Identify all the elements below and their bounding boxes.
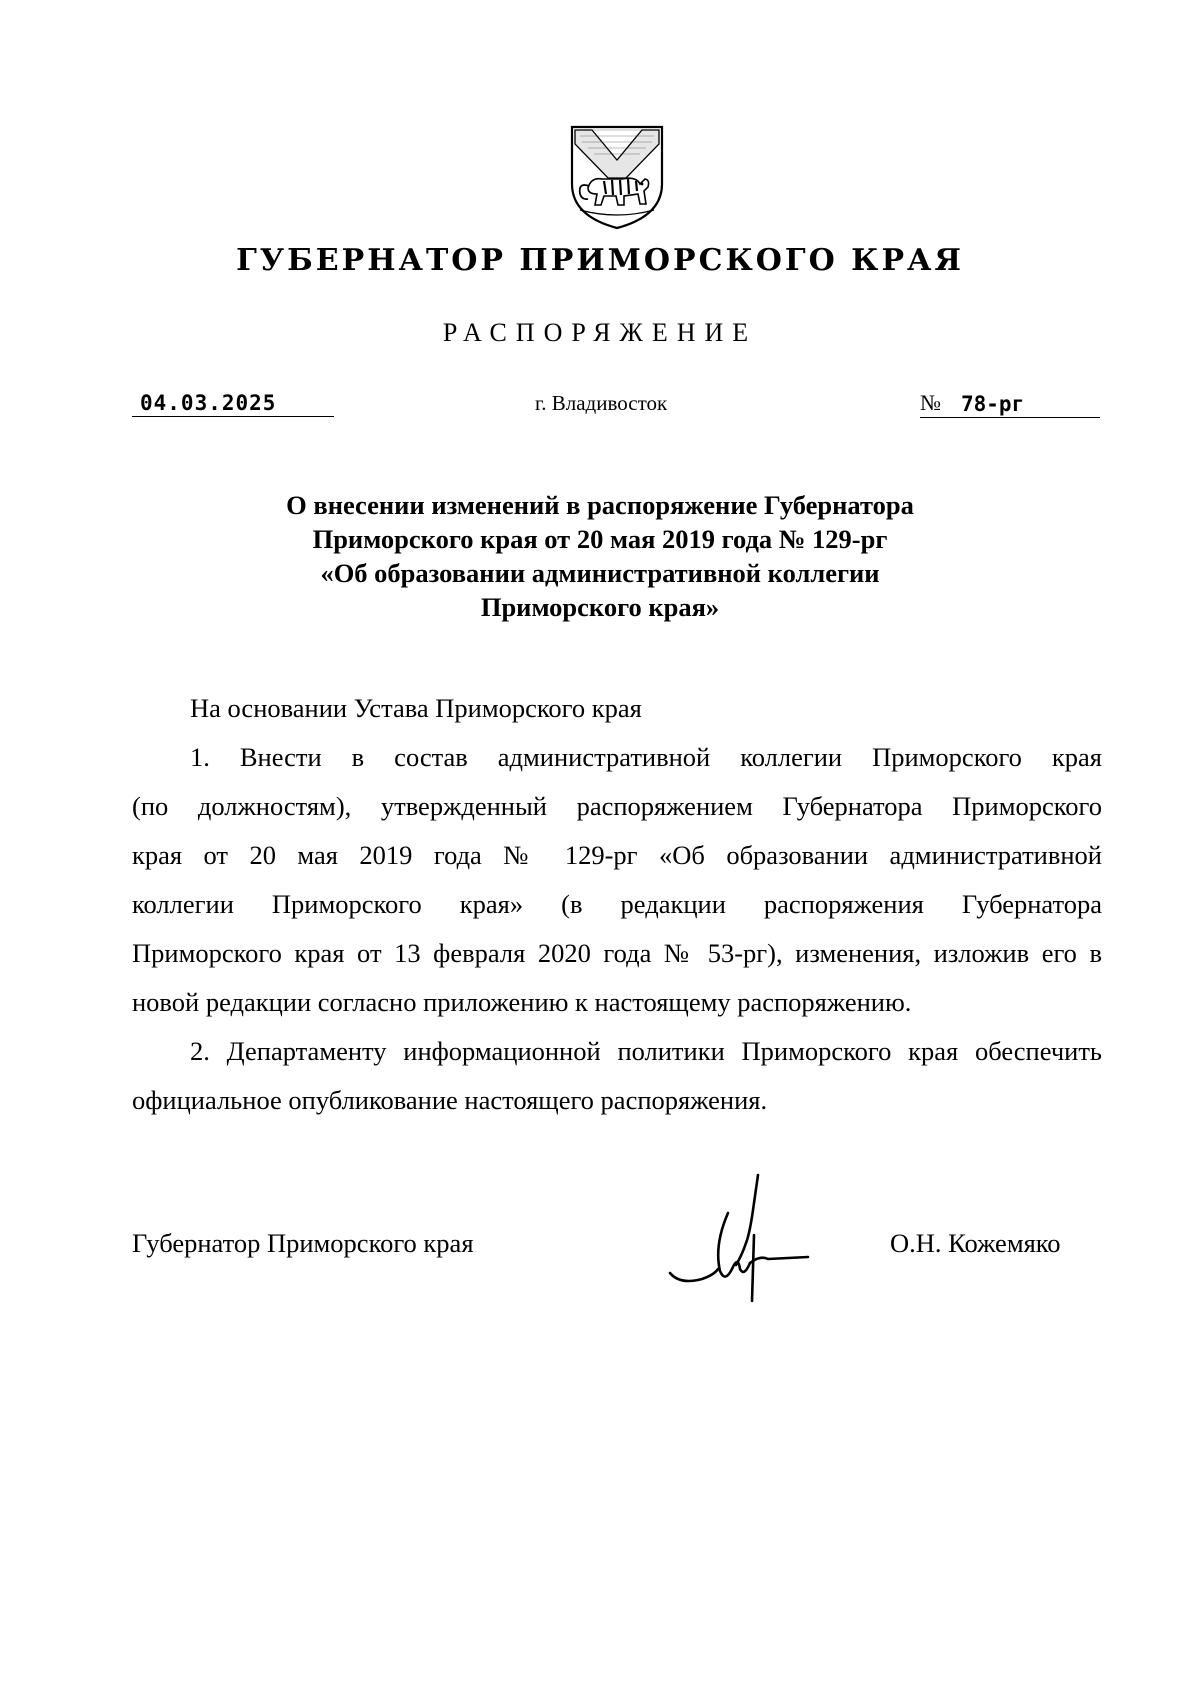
number-sign: №: [920, 390, 941, 415]
paragraph-line: новой редакции согласно приложению к настоящему распоряжению.: [132, 987, 912, 1017]
paragraph-line: края от 20 мая 2019 года № 129-рг «Об образовании административной: [132, 840, 1102, 870]
document-date: 04.03.2025: [132, 390, 334, 417]
paragraph-line: 1. Внести в состав административной коллегии Приморского края: [190, 742, 1102, 772]
document-title: [0, 488, 1200, 624]
title-line: «Об образовании административной коллегии: [320, 558, 880, 588]
item-1-paragraph: [132, 733, 1102, 1027]
document-type: РАСПОРЯЖЕНИЕ: [442, 318, 758, 347]
document-number: [920, 390, 1100, 418]
document-number-value: 78-рг: [961, 392, 1025, 416]
basis-text: На основании Устава Приморского края: [190, 693, 642, 723]
signatory-position: Губернатор Приморского края: [132, 1228, 474, 1258]
signatory-name: О.Н. Кожемяко: [890, 1228, 1061, 1258]
document-city: г. Владивосток: [535, 391, 668, 415]
title-line: Приморского края»: [480, 592, 720, 622]
paragraph-line: официальное опубликование настоящего распоряжения.: [132, 1085, 768, 1115]
title-line: О внесении изменений в распоряжение Губернатора: [286, 490, 914, 520]
paragraph-line: 2. Департаменту информационной политики Приморского края обеспечить: [190, 1036, 1102, 1066]
paragraph-line: коллегии Приморского края» (в редакции распоряжения Губернатора: [132, 889, 1102, 919]
paragraph-line: Приморского края от 13 февраля 2020 года № 53-рг), изменения, изложив его в: [132, 938, 1102, 968]
issuing-authority: ГУБЕРНАТОР ПРИМОРСКОГО КРАЯ: [236, 243, 964, 278]
title-line: Приморского края от 20 мая 2019 года № 129-рг: [312, 524, 888, 554]
item-2-paragraph: [132, 1027, 1102, 1125]
paragraph-line: (по должностям), утвержденный распоряжением Губернатора Приморского: [132, 791, 1102, 821]
coat-of-arms-icon: [566, 124, 668, 232]
basis-paragraph: [132, 684, 1102, 733]
handwritten-signature: [668, 1173, 818, 1303]
